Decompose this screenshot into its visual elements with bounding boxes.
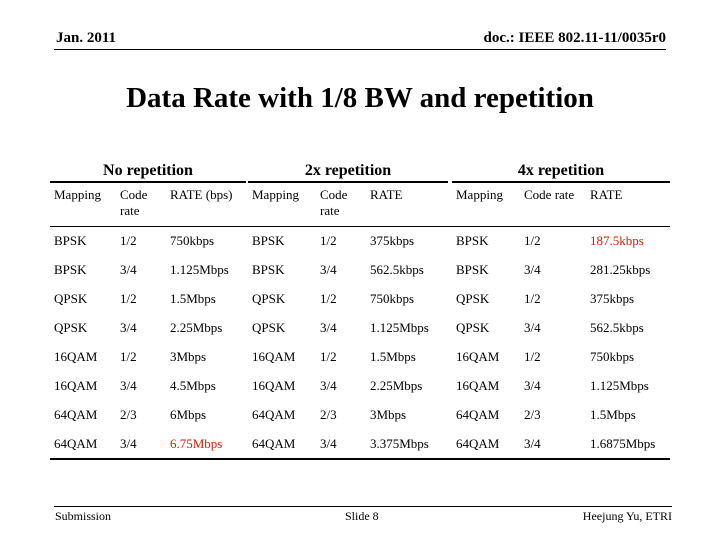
table-cell: 1.125Mbps xyxy=(590,378,649,394)
column-header: Mapping xyxy=(452,183,520,226)
header-divider xyxy=(54,49,666,50)
table-cell: 281.25kbps xyxy=(590,261,651,277)
data-rate-table xyxy=(50,183,670,460)
table-cell: QPSK xyxy=(456,319,490,335)
table-cell: 2.25Mbps xyxy=(370,378,423,394)
table-cell: 6Mbps xyxy=(170,407,207,423)
table-cell: 3/4 xyxy=(524,378,541,394)
table-cell: QPSK xyxy=(252,290,286,306)
table-cell: 1.125Mbps xyxy=(370,319,429,335)
table-cell: 2/3 xyxy=(524,407,541,423)
table-cell: 1.5Mbps xyxy=(590,407,636,423)
table-cell: QPSK xyxy=(456,290,490,306)
table-cell: BPSK xyxy=(54,261,87,277)
footer-submission: Submission xyxy=(55,509,112,523)
table-row xyxy=(50,371,670,400)
table-cell: 750kbps xyxy=(590,348,635,364)
group-heading-2x-repetition: 2x repetition xyxy=(304,162,392,179)
table-cell: 16QAM xyxy=(54,348,98,364)
column-header: Mapping xyxy=(50,183,116,226)
table-cell: 375kbps xyxy=(370,232,415,248)
table-cell: 1/2 xyxy=(524,232,541,248)
header-doc-id: doc.: IEEE 802.11-11/0035r0 xyxy=(483,30,666,46)
table-cell: 3Mbps xyxy=(170,348,207,364)
table-cell: 3/4 xyxy=(320,378,337,394)
column-header: Code rate xyxy=(316,183,366,226)
footer-divider xyxy=(54,506,672,507)
table-cell: 2/3 xyxy=(120,407,137,423)
table-cell: BPSK xyxy=(456,261,489,277)
table-row xyxy=(50,284,670,313)
table-cell: 375kbps xyxy=(590,290,635,306)
table-cell: 1/2 xyxy=(320,232,337,248)
footer-slide-number: Slide 8 xyxy=(345,509,379,523)
table-cell: 3/4 xyxy=(120,319,137,335)
column-header: RATE (bps) xyxy=(166,183,248,226)
table-cell: BPSK xyxy=(54,232,87,248)
table-cell: 1/2 xyxy=(320,290,337,306)
table-row xyxy=(50,430,670,459)
table-cell: 64QAM xyxy=(252,407,296,423)
table-cell: 3/4 xyxy=(120,435,137,451)
table-cell: 1.5Mbps xyxy=(370,348,416,364)
table-cell: 1.6875Mbps xyxy=(590,435,656,451)
table-cell: 3/4 xyxy=(524,261,541,277)
group-heading-4x-repetition: 4x repetition xyxy=(517,162,605,179)
table-cell: BPSK xyxy=(456,232,489,248)
table-cell: 16QAM xyxy=(456,378,500,394)
table-cell: 64QAM xyxy=(54,435,98,451)
footer-author: Heejung Yu, ETRI xyxy=(582,509,672,523)
table-cell: QPSK xyxy=(54,290,88,306)
table-cell: 16QAM xyxy=(456,348,500,364)
table-cell: 64QAM xyxy=(252,435,296,451)
group-heading-no-repetition: No repetition xyxy=(103,162,193,179)
table-cell: 3/4 xyxy=(120,378,137,394)
table-cell: 3/4 xyxy=(320,435,337,451)
table-cell: 1/2 xyxy=(120,290,137,306)
table-cell: QPSK xyxy=(54,319,88,335)
table-cell: 3/4 xyxy=(320,319,337,335)
table-cell-highlighted: 6.75Mbps xyxy=(170,435,223,451)
table-cell: 16QAM xyxy=(252,378,296,394)
table-cell: BPSK xyxy=(252,232,285,248)
table-cell: 1/2 xyxy=(524,290,541,306)
table-row xyxy=(50,313,670,342)
table-cell: 1.5Mbps xyxy=(170,290,216,306)
table-header-row xyxy=(50,183,670,226)
table-cell: QPSK xyxy=(252,319,286,335)
slide-title: Data Rate with 1/8 BW and repetition xyxy=(126,82,594,114)
table-cell: 2/3 xyxy=(320,407,337,423)
table-row xyxy=(50,255,670,284)
table-cell-highlighted: 187.5kbps xyxy=(590,232,644,248)
table-cell: 4.5Mbps xyxy=(170,378,216,394)
column-header: Mapping xyxy=(248,183,316,226)
table-cell: 1/2 xyxy=(120,232,137,248)
table-row xyxy=(50,401,670,430)
table-cell: 3/4 xyxy=(524,319,541,335)
table-cell: 64QAM xyxy=(456,407,500,423)
table-cell: 562.5kbps xyxy=(370,261,424,277)
table-cell: 64QAM xyxy=(54,407,98,423)
table-cell: 3.375Mbps xyxy=(370,435,429,451)
table-cell: 3/4 xyxy=(120,261,137,277)
table-cell: BPSK xyxy=(252,261,285,277)
column-header: RATE xyxy=(586,183,670,226)
column-header: Code rate xyxy=(520,183,586,226)
table-cell: 2.25Mbps xyxy=(170,319,223,335)
table-cell: 3/4 xyxy=(524,435,541,451)
table-cell: 16QAM xyxy=(54,378,98,394)
table-cell: 3Mbps xyxy=(370,407,407,423)
table-cell: 1/2 xyxy=(320,348,337,364)
table-cell: 1.125Mbps xyxy=(170,261,229,277)
table-cell: 64QAM xyxy=(456,435,500,451)
table-cell: 1/2 xyxy=(524,348,541,364)
table-cell: 750kbps xyxy=(170,232,215,248)
column-header: Code rate xyxy=(116,183,166,226)
header-date: Jan. 2011 xyxy=(56,30,117,46)
table-row xyxy=(50,342,670,371)
table-cell: 562.5kbps xyxy=(590,319,644,335)
table-row xyxy=(50,226,670,255)
column-header: RATE xyxy=(366,183,452,226)
table-cell: 1/2 xyxy=(120,348,137,364)
table-cell: 16QAM xyxy=(252,348,296,364)
table-cell: 750kbps xyxy=(370,290,415,306)
table-cell: 3/4 xyxy=(320,261,337,277)
